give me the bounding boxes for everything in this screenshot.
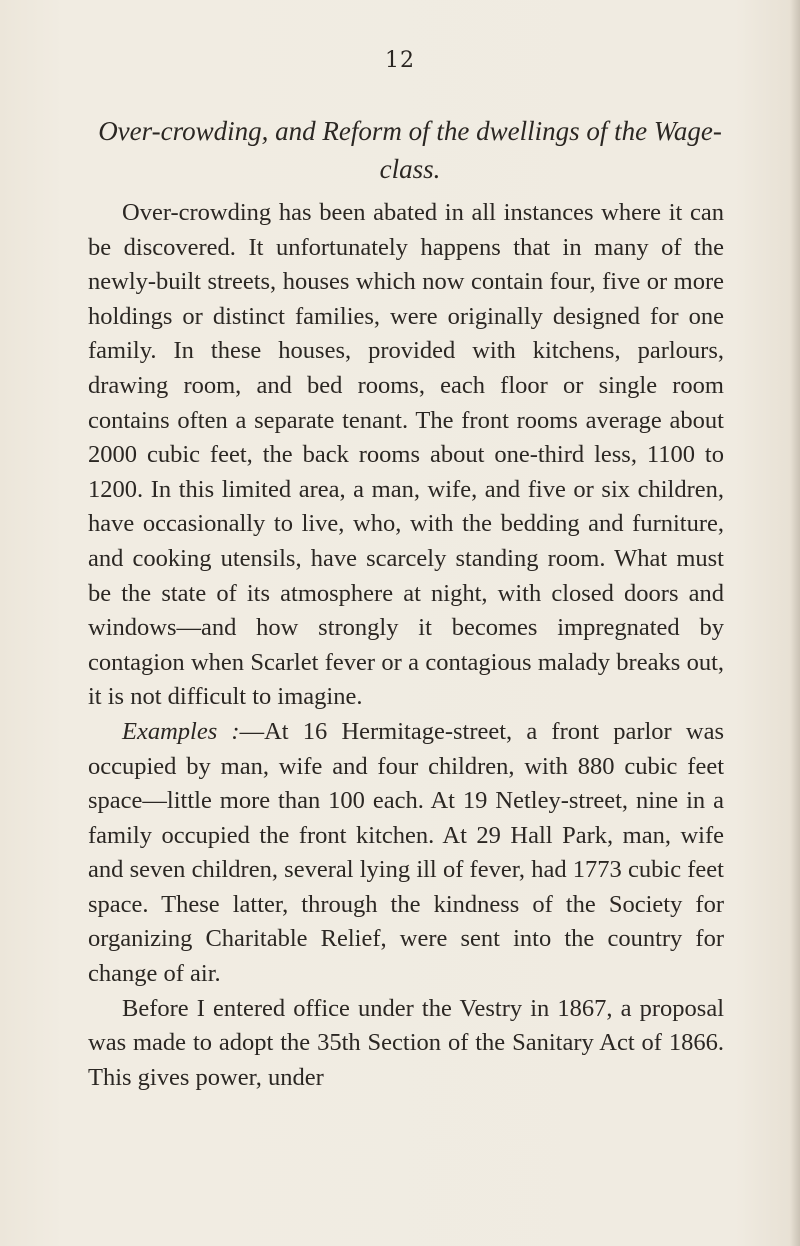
section-heading: Over-crowding, and Reform of the dwellings of the Wage-class. [98, 116, 722, 184]
paragraph-text: Before I entered office under the Vestry in 1867, a proposal was made to adopt the 35th Section of the Sanitary Act of 1866. This gives power, under [88, 994, 724, 1091]
paragraph-text: Over-crowding has been abated in all instances where it can be discovered. It unfortunately happens that in many of the newly-built streets, houses which now contain four, five or more holdings or distinct families, were originally designed for one family. In these houses, provided with kitchens, parlours, drawing room, and bed rooms, each floor or single room contains often a separate tenant. The front rooms average about 2000 cubic feet, the back rooms about one-third less, 1100 to 1200. In this limited area, a man, wife, and five or six children, have occasionally to live, who, with the bedding and furniture, and cooking utensils, have scarcely standing room. What must be the state of its atmosphere at night, with closed doors and windows—and how strongly it becomes impregnated by contagion when Scarlet fever or a contagious malady breaks out, it is not difficult to imagine. [88, 199, 724, 711]
paragraph-overcrowding [88, 196, 724, 715]
paragraph-vestry [88, 992, 724, 1096]
paragraph-text: —At 16 Hermitage-street, a front parlor was occupied by man, wife and four children, with 880 cubic feet space—little more than 100 each. At 19 Netley-street, nine in a family occupied the front kitchen. At 29 Hall Park, man, wife and seven children, several lying ill of fever, had 1773 cubic feet space. These latter, through the kindness of the Society for organizing Charitable Relief, were sent into the country for change of air. [88, 717, 724, 988]
page-edge-shadow [790, 0, 800, 1246]
examples-lead: Examples : [122, 717, 240, 745]
paragraph-examples [88, 715, 724, 992]
page-number: 12 [385, 48, 415, 73]
body-text [88, 196, 724, 1095]
